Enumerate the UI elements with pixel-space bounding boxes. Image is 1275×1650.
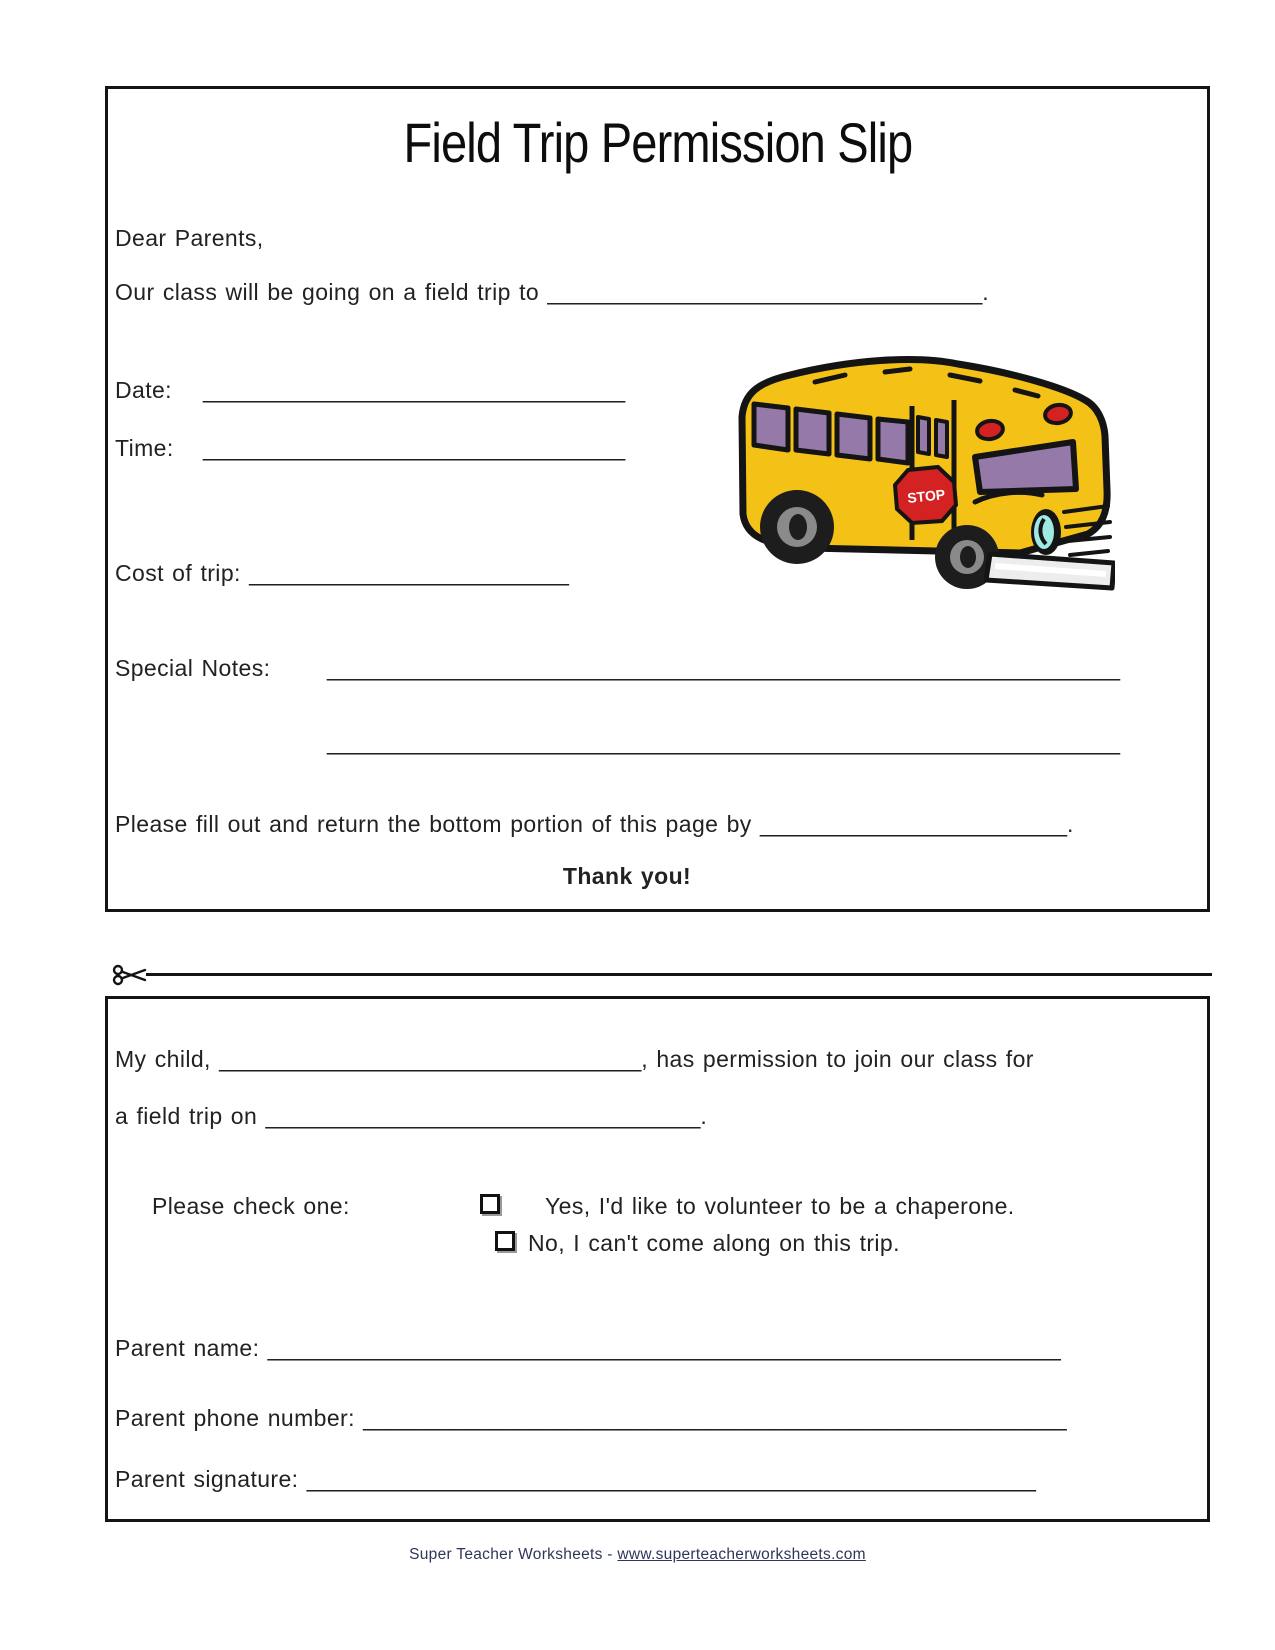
bus-side-window-3 (837, 414, 870, 459)
parent-signature-blank: _________________________________________________________ (306, 1466, 1036, 1492)
bus-door-pane-2 (936, 420, 947, 457)
greeting-line (115, 223, 264, 253)
date-label: Date: (115, 377, 172, 403)
page-title (108, 109, 1207, 176)
bus-side-window-2 (796, 409, 829, 454)
child-name-line (115, 1044, 1034, 1074)
no-checkbox[interactable] (495, 1231, 515, 1251)
yes-checkbox[interactable] (480, 1194, 500, 1214)
cost-blank: _________________________ (249, 560, 569, 586)
thank-you-text: Thank you! (562, 863, 692, 889)
time-line (115, 433, 625, 463)
time-blank: _________________________________ (203, 435, 626, 461)
scissors-icon (112, 962, 148, 988)
bus-side-window-1 (754, 404, 788, 450)
trip-date-period: . (700, 1103, 708, 1129)
parent-phone-blank: _______________________________________________________ (363, 1405, 1067, 1431)
child-name-suffix: , has permission to join our class for (641, 1046, 1034, 1072)
cut-here-strip (112, 962, 1212, 988)
footer-site-name: Super Teacher Worksheets - (409, 1546, 618, 1563)
return-slip-section (105, 996, 1210, 1522)
yes-option-label: Yes, I'd like to volunteer to be a chaperone. (545, 1193, 1015, 1219)
cost-line (115, 558, 569, 588)
trip-date-line (115, 1101, 707, 1131)
special-notes-blank-1: ______________________________________________________________ (327, 655, 1121, 681)
parent-name-line (115, 1333, 1061, 1363)
footer-credit (0, 1546, 1275, 1564)
check-option-no-row (108, 1228, 1207, 1258)
trip-destination-blank: __________________________________ (547, 279, 983, 305)
trip-date-blank: __________________________________ (265, 1103, 701, 1129)
parent-phone-label: Parent phone number: (115, 1405, 364, 1431)
special-notes-blank-2: ______________________________________________________________ (327, 729, 1121, 755)
greeting-text: Dear Parents, (115, 225, 264, 251)
return-by-period: . (1067, 811, 1074, 837)
return-by-label: Please fill out and return the bottom portion of this page by (115, 811, 760, 837)
bus-side-window-4 (878, 419, 908, 463)
cut-line (146, 973, 1212, 976)
bus-stop-sign-text: STOP (906, 486, 946, 506)
school-bus-svg (690, 342, 1115, 597)
trip-destination-line (115, 277, 989, 307)
footer-site-link[interactable]: www.superteacherworksheets.com (617, 1546, 866, 1563)
parent-signature-label: Parent signature: (115, 1466, 307, 1492)
child-name-blank: _________________________________ (219, 1046, 642, 1072)
time-label: Time: (115, 435, 174, 461)
parent-phone-line (115, 1403, 1067, 1433)
special-notes-label: Special Notes: (115, 655, 271, 681)
date-line (115, 375, 625, 405)
check-option-yes-row (108, 1191, 1207, 1221)
cost-label: Cost of trip: (115, 560, 250, 586)
return-by-blank: ________________________ (760, 811, 1067, 837)
parent-signature-line (115, 1464, 1036, 1494)
bus-rear-hub-center (789, 514, 807, 540)
bus-front-hub-center (960, 546, 976, 568)
parent-name-blank: ______________________________________________________________ (267, 1335, 1061, 1361)
bus-door-pane-1 (918, 417, 929, 454)
page-title-text: Field Trip Permission Slip (403, 111, 912, 174)
parent-name-label: Parent name: (115, 1335, 268, 1361)
school-bus-illustration (690, 342, 1115, 597)
return-by-line (115, 809, 1074, 839)
no-option-label: No, I can't come along on this trip. (528, 1230, 900, 1256)
trip-destination-label: Our class will be going on a field trip to (115, 279, 548, 305)
special-notes-line (115, 653, 1205, 683)
date-blank: _________________________________ (203, 377, 626, 403)
trip-date-prefix: a field trip on (115, 1103, 266, 1129)
check-prompt: Please check one: (152, 1193, 350, 1219)
child-name-prefix: My child, (115, 1046, 220, 1072)
trip-destination-period: . (982, 279, 990, 305)
